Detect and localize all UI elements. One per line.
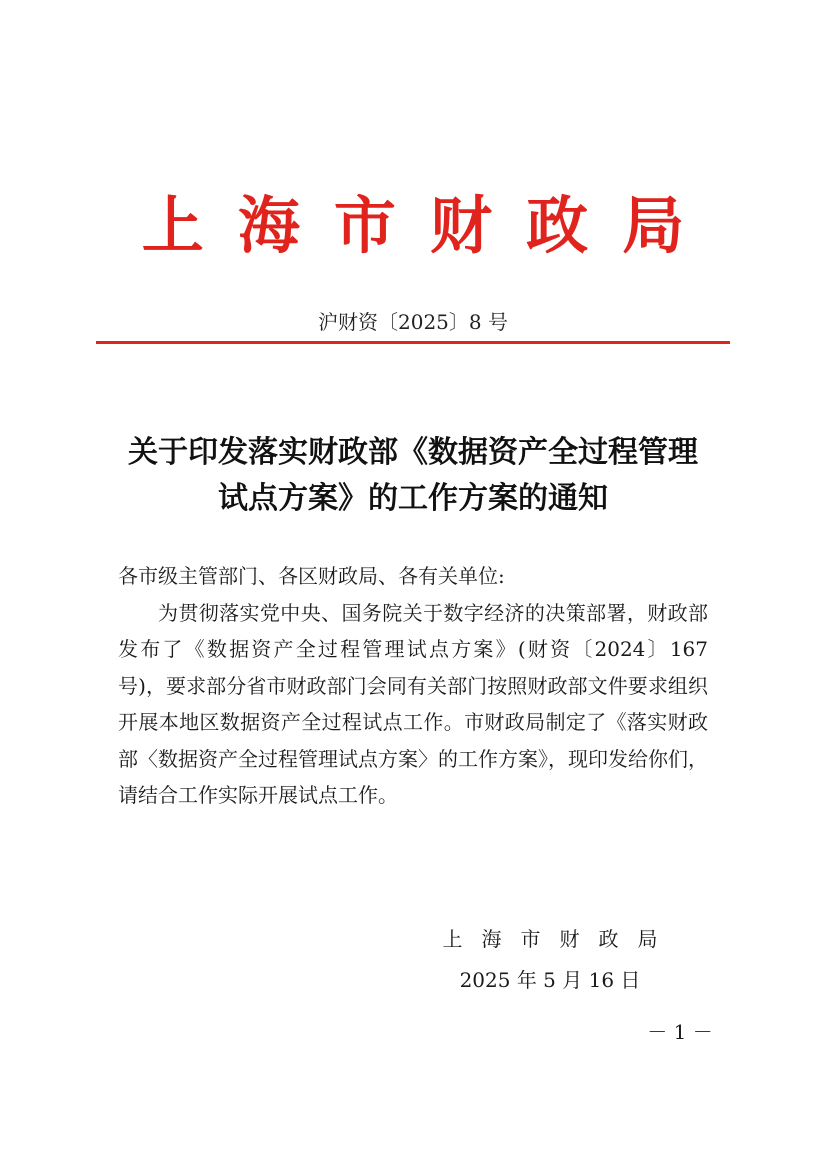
issue-date: 2025 年 5 月 16 日	[459, 968, 641, 992]
notice-title	[96, 430, 730, 522]
red-divider-line	[96, 341, 730, 344]
addressee-line: 各市级主管部门、各区财政局、各有关单位:	[118, 564, 505, 588]
body-paragraph: 为贯彻落实党中央、国务院关于数字经济的决策部署，财政部发布了《数据资产全过程管理试点方案》(财资〔2024〕167 号)，要求部分省市财政部门会同有关部门按照财政部文件要求组织开展本地区数据资产全过程试点工作。市财政局制定了《落实财政部〈数据资产全过程管理试点方案〉的工作方案》，现印发给你们，请结合工作实际开展试点工作。	[118, 600, 708, 807]
notice-title-line-2: 试点方案》的工作方案的通知	[218, 481, 608, 516]
notice-title-line-1: 关于印发落实财政部《数据资产全过程管理	[128, 435, 698, 470]
document-number: 沪财资〔2025〕8 号	[318, 310, 508, 334]
signer-name: 上海市财政局	[442, 927, 677, 951]
notice-body	[118, 558, 708, 814]
page-number: － 1 －	[647, 1020, 713, 1044]
issuer-header: 上海市财政局	[141, 189, 719, 262]
